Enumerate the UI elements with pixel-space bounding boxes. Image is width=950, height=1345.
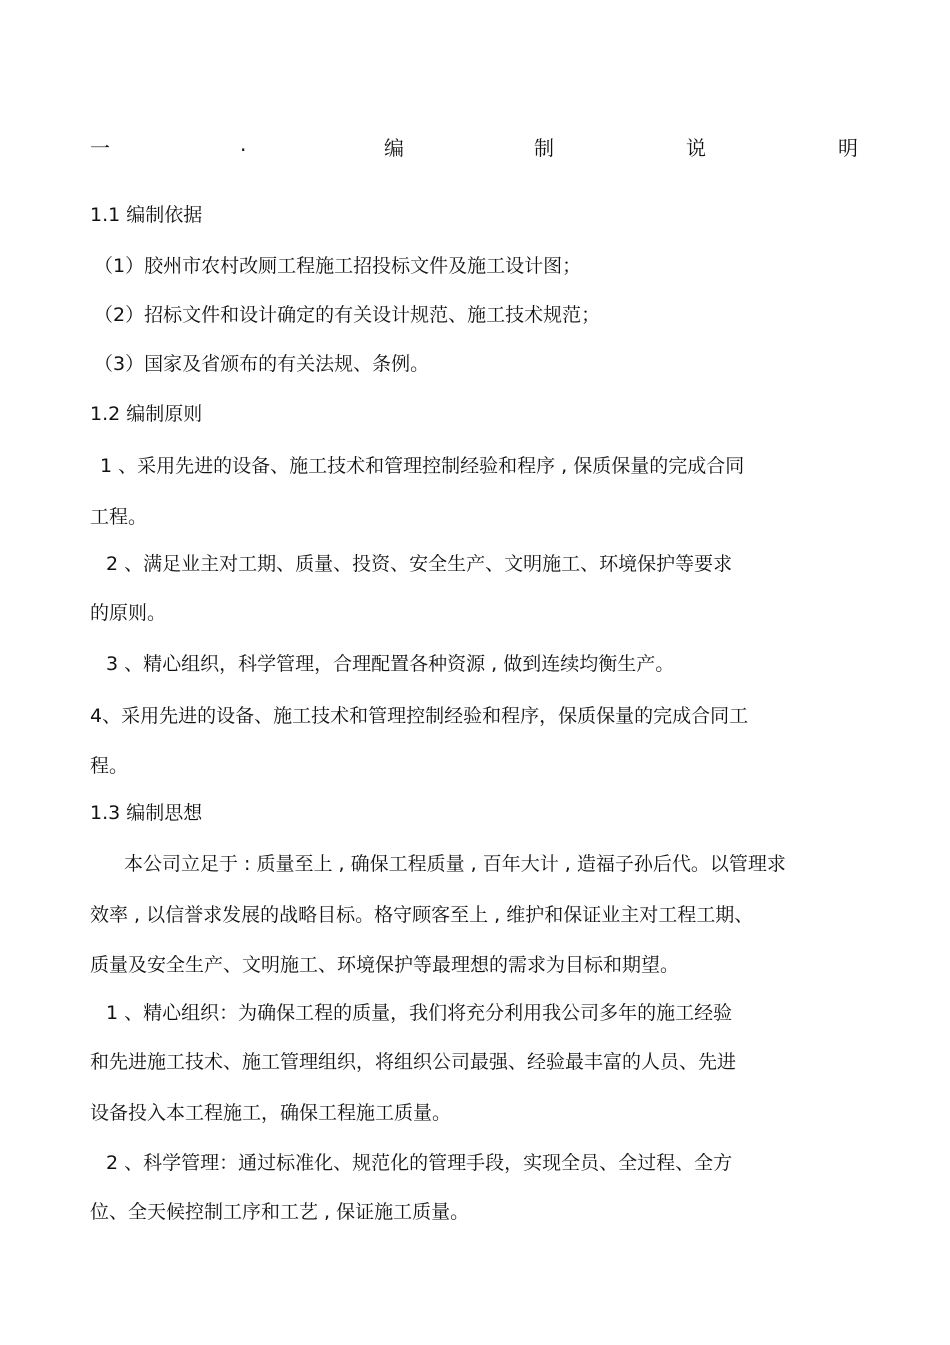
- paragraph-line: 2 、科学管理：通过标准化、规范化的管理手段，实现全员、全过程、全方: [106, 1152, 733, 1174]
- paragraph-line: 2 、满足业主对工期、质量、投资、安全生产、文明施工、环境保护等要求: [106, 553, 733, 575]
- title-char: 明: [838, 136, 858, 160]
- paragraph-line: 位、全天候控制工序和工艺 , 保证施工质量。: [90, 1201, 470, 1223]
- title-char: 编: [384, 136, 404, 160]
- paragraph-line: 效率 , 以信誉求发展的战略目标。格守顾客至上 , 维护和保证业主对工程工期、: [90, 904, 754, 926]
- subsection-heading: 1.2 编制原则: [90, 403, 203, 425]
- title-char: 一: [90, 136, 110, 160]
- subsection-heading: 1.3 编制思想: [90, 802, 203, 824]
- paragraph-line: 设备投入本工程施工，确保工程施工质量。: [90, 1102, 452, 1124]
- title-char: 制: [534, 136, 554, 160]
- paragraph-line: 1 、采用先进的设备、施工技术和管理控制经验和程序 , 保质保量的完成合同: [100, 455, 745, 477]
- paragraph-line: 和先进施工技术、施工管理组织，将组织公司最强、经验最丰富的人员、先进: [90, 1051, 737, 1073]
- paragraph-line: 质量及安全生产、文明施工、环境保护等最理想的需求为目标和期望。: [90, 954, 680, 976]
- list-item: （2）招标文件和设计确定的有关设计规范、施工技术规范；: [94, 304, 601, 326]
- paragraph-line: 3 、精心组织，科学管理，合理配置各种资源 , 做到连续均衡生产。: [106, 653, 675, 675]
- paragraph-line: 本公司立足于 : 质量至上 , 确保工程质量 , 百年大计 , 造福子孙后代。以管理求: [124, 853, 786, 875]
- subsection-heading: 1.1 编制依据: [90, 204, 203, 226]
- paragraph-line: 的原则。: [90, 602, 167, 624]
- title-char: 说: [686, 136, 706, 160]
- section-title: [90, 132, 860, 162]
- title-char: .: [240, 132, 247, 156]
- list-item: （3）国家及省颁布的有关法规、条例。: [94, 353, 430, 375]
- list-item: （1）胶州市农村改厕工程施工招投标文件及施工设计图；: [94, 255, 582, 277]
- paragraph-line: 1 、精心组织：为确保工程的质量，我们将充分利用我公司多年的施工经验: [106, 1002, 733, 1024]
- paragraph-line: 4、采用先进的设备、施工技术和管理控制经验和程序，保质保量的完成合同工: [90, 705, 749, 727]
- paragraph-line: 程。: [90, 755, 129, 777]
- paragraph-line: 工程。: [90, 506, 148, 528]
